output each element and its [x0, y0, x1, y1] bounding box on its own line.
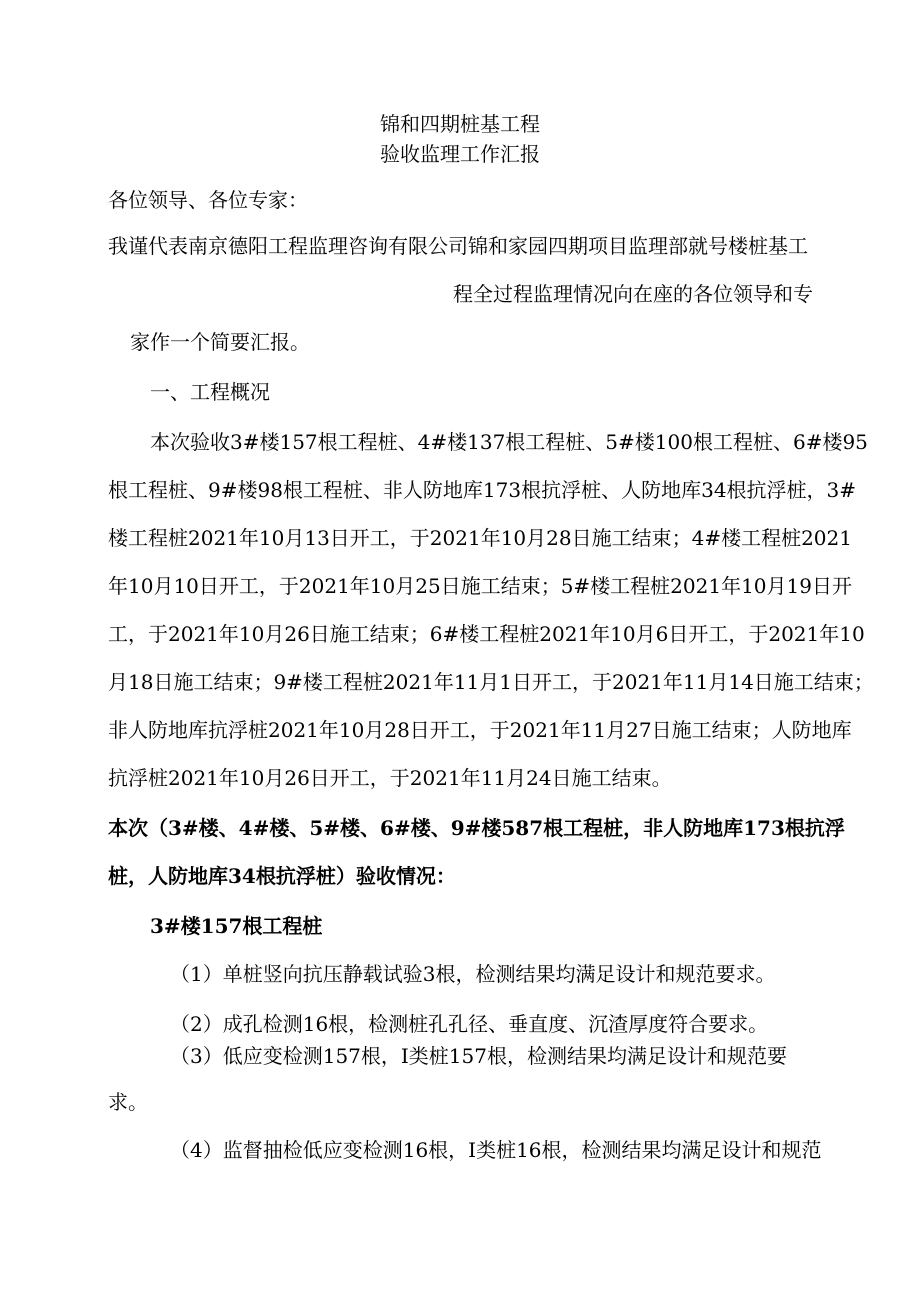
title-line-1: 锦和四期桩基工程 — [380, 112, 540, 136]
paragraph-line: 抗浮桩2021年10月26日开工，于2021年11月24日施工结束。 — [108, 766, 672, 790]
check-item: （3）低应变检测157根，I类桩157根，检测结果均满足设计和规范要 — [170, 1044, 787, 1068]
paragraph-line: 工，于2021年10月26日施工结束；6#楼工程桩2021年10月6日开工，于2021年10 — [108, 622, 865, 646]
section-heading: 一、工程概况 — [150, 380, 270, 404]
paragraph-line: 月18日施工结束；9#楼工程桩2021年11月1日开工，于2021年11月14日施工结束； — [108, 670, 874, 694]
summary-line: 桩，人防地库34根抗浮桩）验收情况： — [108, 864, 456, 888]
title-line-2: 验收监理工作汇报 — [380, 142, 540, 166]
building-heading: 3#楼157根工程桩 — [150, 914, 323, 938]
check-item: （1）单桩竖向抗压静载试验3根，检测结果均满足设计和规范要求。 — [170, 962, 776, 986]
paragraph-line: 非人防地库抗浮桩2021年10月28日开工，于2021年11月27日施工结束；人防地库 — [108, 718, 852, 742]
intro-line: 程全过程监理情况向在座的各位领导和专 — [453, 282, 813, 306]
greeting: 各位领导、各位专家： — [108, 188, 308, 212]
paragraph-line: 根工程桩、9#楼98根工程桩、非人防地库173根抗浮桩、人防地库34根抗浮桩，3# — [108, 478, 857, 502]
paragraph-line: 楼工程桩2021年10月13日开工，于2021年10月28日施工结束；4#楼工程桩2021 — [108, 526, 852, 550]
paragraph-line: 年10月10日开工，于2021年10月25日施工结束；5#楼工程桩2021年10月19日开 — [108, 574, 852, 598]
check-item-continuation: 求。 — [108, 1090, 148, 1114]
check-item: （4）监督抽检低应变检测16根，I类桩16根，检测结果均满足设计和规范 — [170, 1138, 822, 1162]
intro-line: 家作一个简要汇报。 — [130, 330, 310, 354]
check-item: （2）成孔检测16根，检测桩孔孔径、垂直度、沉渣厚度符合要求。 — [170, 1012, 769, 1036]
paragraph-line: 本次验收3#楼157根工程桩、4#楼137根工程桩、5#楼100根工程桩、6#楼95 — [150, 430, 868, 454]
intro-line: 我谨代表南京德阳工程监理咨询有限公司锦和家园四期项目监理部就号楼桩基工 — [108, 234, 808, 258]
summary-line: 本次（3#楼、4#楼、5#楼、6#楼、9#楼587根工程桩，非人防地库173根抗浮 — [108, 816, 845, 840]
